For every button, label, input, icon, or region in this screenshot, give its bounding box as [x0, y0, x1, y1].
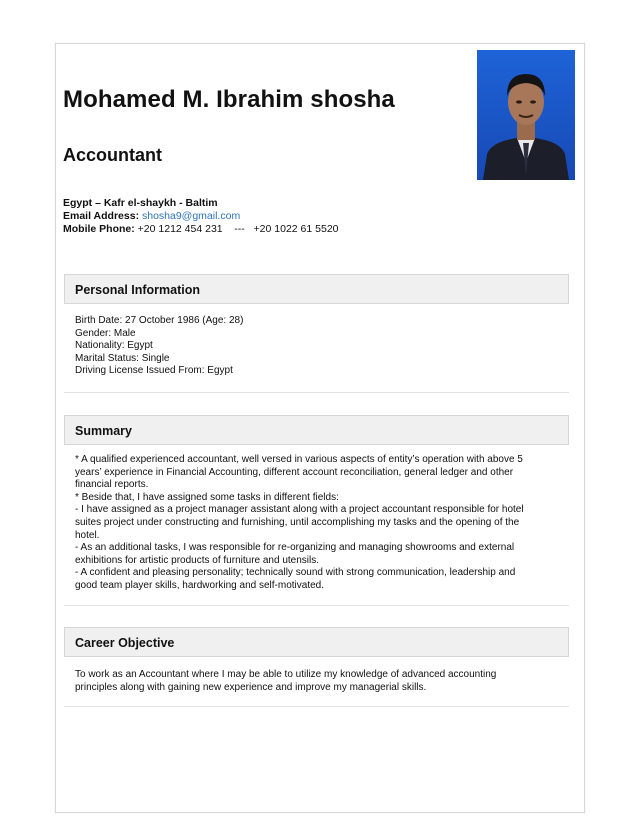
- career-objective-header: [64, 627, 569, 657]
- summary-line: exhibitions for artistic products of furniture and utensils.: [75, 554, 320, 566]
- summary-line: years’ experience in Financial Accounting, different account reconciliation, general ledger and other: [75, 466, 514, 478]
- location-text: Egypt – Kafr el-shaykh - Baltim: [63, 197, 218, 209]
- personal-information-body: [75, 315, 563, 378]
- summary-line: hotel.: [75, 529, 100, 541]
- nationality: Nationality: Egypt: [75, 340, 153, 352]
- personal-information-heading: Personal Information: [75, 283, 201, 297]
- career-objective-heading: Career Objective: [75, 636, 175, 650]
- summary-line: good team player skills, hardworking and self-motivated.: [75, 579, 325, 591]
- summary-line: * A qualified experienced accountant, well versed in various aspects of entity’s operation with above 5: [75, 454, 523, 465]
- profile-photo-icon: [477, 50, 575, 180]
- summary-line: - I have assigned as a project manager assistant along with a project accountant responsible for hotel: [75, 504, 524, 516]
- summary-line: - A confident and pleasing personality; technically sound with strong communication, leadership and: [75, 567, 516, 579]
- section-divider: [64, 706, 569, 707]
- summary-header: [64, 415, 569, 445]
- marital-status: Marital Status: Single: [75, 352, 170, 364]
- summary-line: * Beside that, I have assigned some tasks in different fields:: [75, 491, 339, 503]
- email-link[interactable]: shosha9@gmail.com: [141, 210, 241, 222]
- gender: Gender: Male: [75, 327, 136, 339]
- career-objective-body: [75, 669, 563, 694]
- section-divider: [64, 392, 569, 393]
- email-line: Email Address: shosha9@gmail.com: [63, 210, 241, 222]
- phone-value: +20 1212 454 231 --- +20 1022 61 5520: [137, 223, 339, 235]
- summary-line: financial reports.: [75, 479, 149, 491]
- personal-information-header: [64, 274, 569, 304]
- job-title: Accountant: [63, 145, 162, 165]
- summary-heading: Summary: [75, 424, 132, 438]
- candidate-name: Mohamed M. Ibrahim shosha: [63, 86, 395, 113]
- birth-date: Birth Date: 27 October 1986 (Age: 28): [75, 315, 244, 326]
- summary-line: - As an additional tasks, I was responsible for re-organizing and managing showrooms and external: [75, 542, 515, 554]
- driving-license: Driving License Issued From: Egypt: [75, 365, 233, 377]
- email-label: Email Address: [63, 210, 136, 222]
- location: [63, 197, 218, 210]
- summary-line: suites project under constructing and furnishing, until accomplishing my tasks and the opening of the: [75, 516, 520, 528]
- profile-photo: [477, 50, 575, 180]
- summary-body: [75, 454, 563, 593]
- section-divider: [64, 605, 569, 606]
- objective-line: principles along with gaining new experience and improve my managerial skills.: [75, 681, 427, 693]
- objective-line: To work as an Accountant where I may be able to utilize my knowledge of advanced accounting: [75, 669, 497, 680]
- phone-label: Mobile Phone:: [63, 223, 135, 235]
- phone-line: [63, 223, 339, 236]
